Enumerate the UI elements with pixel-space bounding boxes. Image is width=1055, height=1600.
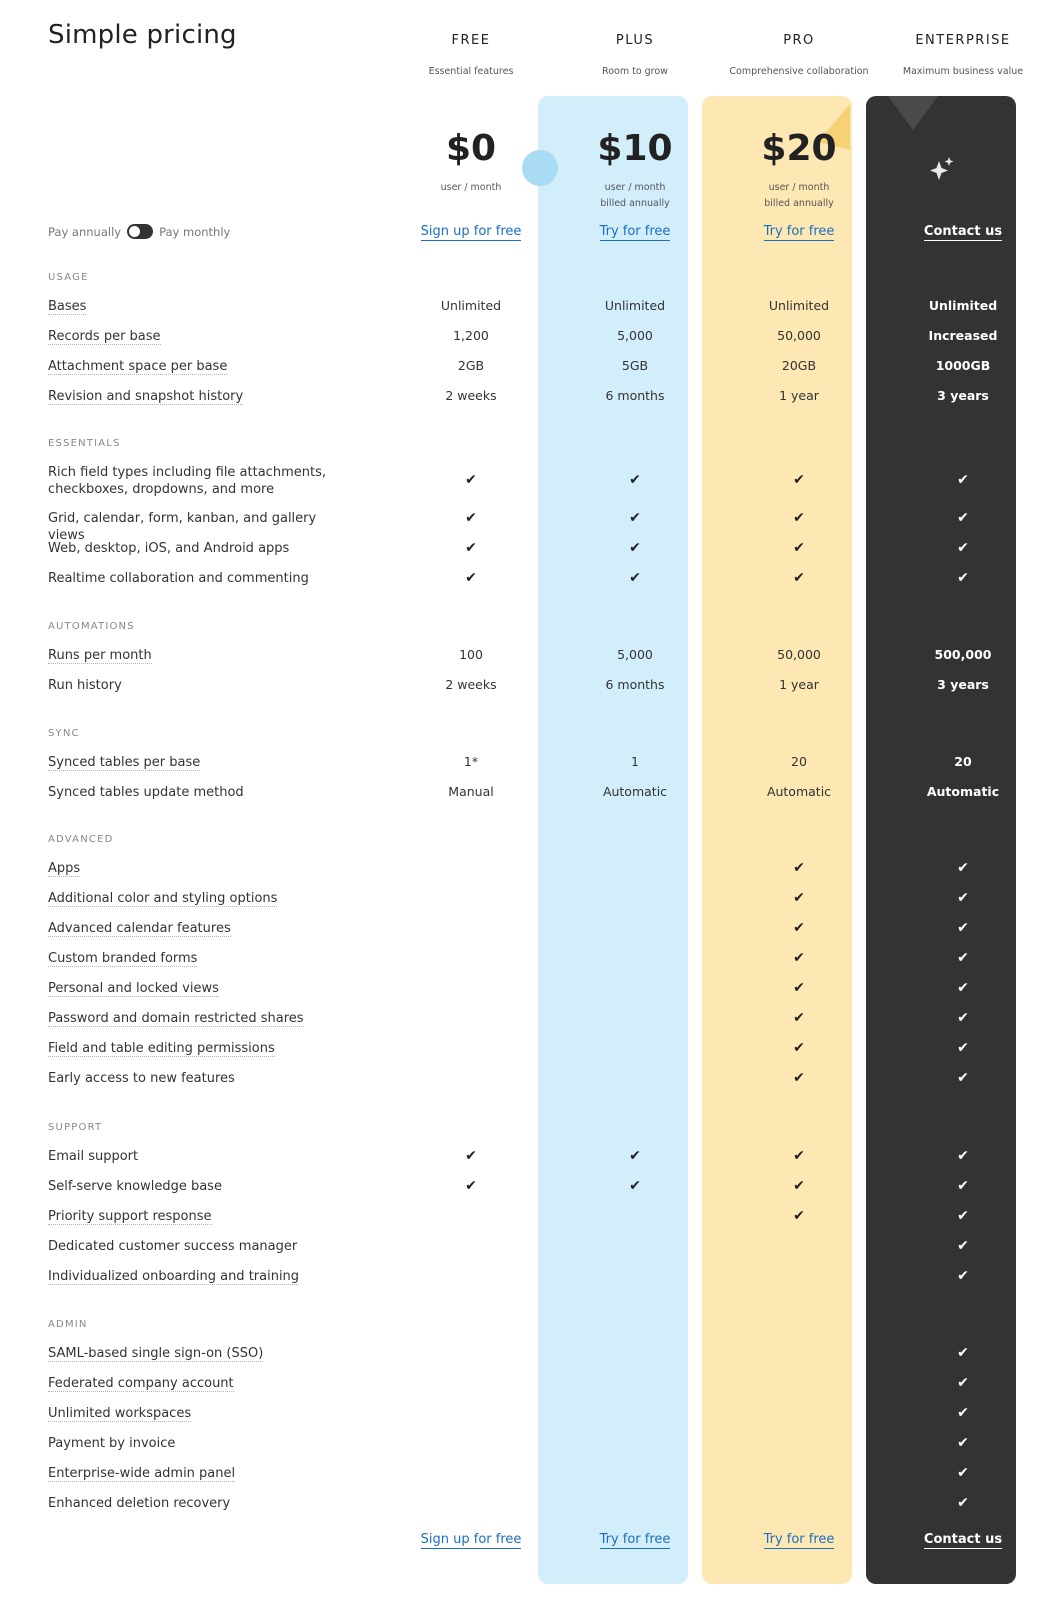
check-icon: ✔ — [957, 860, 969, 876]
bottom-cta-enterprise[interactable]: Contact us — [923, 1532, 1003, 1547]
feature-label — [48, 677, 338, 694]
plan-value-plus: 5GB — [621, 358, 649, 373]
sparkle-icon — [926, 155, 956, 185]
feature-label-text[interactable]: Password and domain restricted shares — [48, 1011, 304, 1026]
feature-label — [48, 1495, 338, 1512]
feature-label-text[interactable]: Revision and snapshot history — [48, 389, 244, 404]
check-icon: ✔ — [629, 540, 641, 556]
check-icon: ✔ — [957, 1435, 969, 1451]
decorative-diamond — [888, 96, 938, 130]
bottom-cta-pro[interactable]: Try for free — [763, 1532, 835, 1547]
plan-name-plus: PLUS — [615, 33, 655, 48]
plan-value-plus: 5,000 — [617, 647, 653, 662]
feature-label-text[interactable]: Records per base — [48, 329, 161, 344]
plan-value-free: 2GB — [457, 358, 485, 373]
feature-label-text[interactable]: Personal and locked views — [48, 981, 219, 996]
feature-label-text[interactable]: Additional color and styling options — [48, 891, 278, 906]
section-header-automations: AUTOMATIONS — [48, 621, 135, 632]
price-unit-plus: user / month — [604, 182, 666, 193]
feature-label — [48, 540, 338, 557]
feature-label-text: Payment by invoice — [48, 1436, 176, 1451]
feature-label — [48, 388, 338, 405]
plan-value-pro: 50,000 — [777, 328, 821, 343]
plan-value-free: 100 — [459, 647, 483, 662]
top-cta-wrapper-enterprise — [888, 224, 1038, 239]
feature-label — [48, 1070, 338, 1087]
feature-label-text: Dedicated customer success manager — [48, 1239, 298, 1254]
feature-label — [48, 1040, 338, 1057]
feature-label — [48, 950, 338, 967]
feature-label-text[interactable]: Apps — [48, 861, 81, 876]
check-icon: ✔ — [957, 1345, 969, 1361]
feature-label-text[interactable]: Priority support response — [48, 1209, 212, 1224]
plan-value-pro: 1 year — [779, 388, 819, 403]
check-icon: ✔ — [957, 1405, 969, 1421]
feature-label-text: Synced tables update method — [48, 785, 244, 800]
plan-value-free: 1,200 — [453, 328, 489, 343]
plan-value-enterprise: 500,000 — [934, 647, 992, 662]
feature-label — [48, 298, 338, 315]
feature-label — [48, 1238, 338, 1255]
check-icon: ✔ — [793, 860, 805, 876]
check-icon: ✔ — [465, 570, 477, 586]
check-icon: ✔ — [957, 920, 969, 936]
bottom-cta-plus[interactable]: Try for free — [599, 1532, 671, 1547]
feature-label-text[interactable]: Enterprise-wide admin panel — [48, 1466, 236, 1481]
check-icon: ✔ — [793, 510, 805, 526]
plan-value-free: 1* — [463, 754, 479, 769]
check-icon: ✔ — [957, 1070, 969, 1086]
feature-label — [48, 1268, 338, 1285]
check-icon: ✔ — [793, 1040, 805, 1056]
check-icon: ✔ — [465, 540, 477, 556]
check-icon: ✔ — [957, 1010, 969, 1026]
feature-label — [48, 1435, 338, 1452]
billing-toggle-switch[interactable] — [127, 224, 153, 239]
feature-label-text: Email support — [48, 1149, 139, 1164]
feature-label-text: Run history — [48, 678, 122, 693]
feature-label-text: Self-serve knowledge base — [48, 1179, 222, 1194]
plan-value-pro: 20GB — [781, 358, 817, 373]
price-note-pro — [724, 180, 874, 212]
bottom-cta-free[interactable]: Sign up for free — [420, 1532, 522, 1547]
feature-label — [48, 784, 338, 801]
feature-label — [48, 510, 338, 544]
bottom-cta-wrapper-pro — [724, 1532, 874, 1547]
plan-value-plus: 6 months — [605, 677, 665, 692]
top-cta-wrapper-plus — [560, 224, 710, 239]
feature-label — [48, 1375, 338, 1392]
plan-name-pro: PRO — [783, 33, 815, 48]
price-unit-free: user / month — [440, 182, 502, 193]
feature-label — [48, 1178, 338, 1195]
check-icon: ✔ — [793, 1208, 805, 1224]
check-icon: ✔ — [957, 1465, 969, 1481]
section-header-support: SUPPORT — [48, 1122, 103, 1133]
check-icon: ✔ — [793, 890, 805, 906]
check-icon: ✔ — [793, 1178, 805, 1194]
plan-value-free: Unlimited — [440, 298, 502, 313]
feature-label-text[interactable]: Runs per month — [48, 648, 152, 663]
billing-note-pro: billed annually — [764, 198, 834, 209]
plan-value-enterprise: Increased — [928, 328, 998, 343]
plan-value-enterprise: Unlimited — [928, 298, 998, 313]
check-icon: ✔ — [957, 1178, 969, 1194]
feature-label-text[interactable]: Individualized onboarding and training — [48, 1269, 300, 1284]
plan-value-plus: 1 — [631, 754, 639, 769]
feature-label-text[interactable]: Federated company account — [48, 1376, 234, 1391]
bottom-cta-wrapper-enterprise — [888, 1532, 1038, 1547]
feature-label — [48, 754, 338, 771]
price-unit-pro: user / month — [768, 182, 830, 193]
plan-value-plus: 5,000 — [617, 328, 653, 343]
plan-value-enterprise: 3 years — [937, 388, 989, 403]
plan-value-enterprise: 1000GB — [935, 358, 991, 373]
feature-label-text[interactable]: Advanced calendar features — [48, 921, 231, 936]
plan-desc-enterprise: Maximum business value — [902, 66, 1024, 77]
check-icon: ✔ — [793, 1148, 805, 1164]
check-icon: ✔ — [793, 540, 805, 556]
plan-value-free: 2 weeks — [445, 388, 497, 403]
top-cta-wrapper-free — [396, 224, 546, 239]
feature-label — [48, 1405, 338, 1422]
check-icon: ✔ — [465, 1148, 477, 1164]
check-icon: ✔ — [629, 510, 641, 526]
billing-note-plus: billed annually — [600, 198, 670, 209]
check-icon: ✔ — [629, 472, 641, 488]
check-icon: ✔ — [793, 980, 805, 996]
bottom-cta-wrapper-plus — [560, 1532, 710, 1547]
plan-value-plus: Unlimited — [604, 298, 666, 313]
feature-label — [48, 1010, 338, 1027]
plan-desc-free: Essential features — [428, 66, 514, 77]
check-icon: ✔ — [793, 950, 805, 966]
check-icon: ✔ — [957, 890, 969, 906]
feature-label — [48, 1465, 338, 1482]
feature-label-text: Web, desktop, iOS, and Android apps — [48, 541, 290, 556]
section-header-admin: ADMIN — [48, 1319, 88, 1330]
check-icon: ✔ — [465, 1178, 477, 1194]
feature-label-text: Enhanced deletion recovery — [48, 1496, 231, 1511]
plan-value-enterprise: Automatic — [926, 784, 1000, 799]
check-icon: ✔ — [629, 1148, 641, 1164]
price-note-plus — [560, 180, 710, 212]
check-icon: ✔ — [629, 1178, 641, 1194]
check-icon: ✔ — [957, 540, 969, 556]
plan-value-pro: Unlimited — [768, 298, 830, 313]
pro-column-background — [702, 96, 852, 1584]
plan-value-enterprise: 3 years — [937, 677, 989, 692]
plan-value-pro: 50,000 — [777, 647, 821, 662]
feature-label — [48, 570, 338, 587]
check-icon: ✔ — [957, 1375, 969, 1391]
feature-label — [48, 464, 338, 498]
bottom-cta-wrapper-free — [396, 1532, 546, 1547]
plan-value-free: Manual — [448, 784, 494, 799]
billing-toggle-row — [48, 224, 230, 239]
check-icon: ✔ — [957, 1040, 969, 1056]
plan-value-enterprise: 20 — [954, 754, 972, 769]
check-icon: ✔ — [629, 570, 641, 586]
feature-label-text[interactable]: Unlimited workspaces — [48, 1406, 192, 1421]
plan-value-plus: 6 months — [605, 388, 665, 403]
feature-label-text: Early access to new features — [48, 1071, 235, 1086]
feature-label-text[interactable]: Attachment space per base — [48, 359, 228, 374]
feature-label — [48, 860, 338, 877]
plan-value-pro: 1 year — [779, 677, 819, 692]
pay-monthly-label[interactable]: Pay monthly — [159, 224, 231, 239]
toggle-knob — [129, 226, 140, 237]
check-icon: ✔ — [957, 1208, 969, 1224]
feature-label — [48, 358, 338, 375]
feature-label — [48, 1148, 338, 1165]
plan-desc-plus: Room to grow — [602, 66, 668, 77]
top-cta-free[interactable]: Sign up for free — [420, 224, 522, 239]
price-free: $0 — [445, 128, 497, 169]
plan-desc-pro: Comprehensive collaboration — [729, 66, 869, 77]
feature-label-text[interactable]: Custom branded forms — [48, 951, 198, 966]
feature-label-text: Grid, calendar, form, kanban, and gallery views — [48, 511, 317, 543]
plan-value-plus: Automatic — [602, 784, 668, 799]
feature-label-text: Realtime collaboration and commenting — [48, 571, 309, 586]
top-cta-plus[interactable]: Try for free — [599, 224, 671, 239]
feature-label — [48, 920, 338, 937]
check-icon: ✔ — [793, 1010, 805, 1026]
check-icon: ✔ — [957, 950, 969, 966]
feature-label-text[interactable]: Synced tables per base — [48, 755, 201, 770]
feature-label — [48, 328, 338, 345]
plan-value-free: 2 weeks — [445, 677, 497, 692]
plan-value-pro: Automatic — [766, 784, 832, 799]
top-cta-wrapper-pro — [724, 224, 874, 239]
plan-name-enterprise: ENTERPRISE — [915, 33, 1011, 48]
feature-label — [48, 890, 338, 907]
section-header-sync: SYNC — [48, 728, 80, 739]
price-note-free — [396, 180, 546, 196]
top-cta-enterprise[interactable]: Contact us — [923, 224, 1003, 239]
feature-label-text[interactable]: SAML-based single sign-on (SSO) — [48, 1346, 264, 1361]
check-icon: ✔ — [957, 1268, 969, 1284]
check-icon: ✔ — [793, 920, 805, 936]
section-header-advanced: ADVANCED — [48, 834, 114, 845]
feature-label — [48, 1345, 338, 1362]
check-icon: ✔ — [957, 1148, 969, 1164]
plan-value-pro: 20 — [791, 754, 807, 769]
check-icon: ✔ — [957, 472, 969, 488]
check-icon: ✔ — [793, 570, 805, 586]
feature-label — [48, 980, 338, 997]
check-icon: ✔ — [793, 1070, 805, 1086]
check-icon: ✔ — [957, 570, 969, 586]
price-plus: $10 — [597, 128, 673, 169]
feature-label-text: Rich field types including file attachments, checkboxes, dropdowns, and more — [48, 465, 326, 497]
feature-label — [48, 1208, 338, 1225]
feature-label — [48, 647, 338, 664]
price-pro: $20 — [761, 128, 837, 169]
check-icon: ✔ — [957, 1238, 969, 1254]
section-header-usage: USAGE — [48, 272, 89, 283]
check-icon: ✔ — [957, 1495, 969, 1511]
pay-annually-label[interactable]: Pay annually — [48, 224, 122, 239]
plan-name-free: FREE — [451, 33, 491, 48]
check-icon: ✔ — [793, 472, 805, 488]
feature-label-text[interactable]: Bases — [48, 299, 87, 314]
section-header-essentials: ESSENTIALS — [48, 438, 121, 449]
check-icon: ✔ — [465, 510, 477, 526]
check-icon: ✔ — [957, 980, 969, 996]
plus-column-background — [538, 96, 688, 1584]
page-title: Simple pricing — [48, 20, 237, 50]
feature-label-text[interactable]: Field and table editing permissions — [48, 1041, 275, 1056]
check-icon: ✔ — [465, 472, 477, 488]
check-icon: ✔ — [957, 510, 969, 526]
top-cta-pro[interactable]: Try for free — [763, 224, 835, 239]
